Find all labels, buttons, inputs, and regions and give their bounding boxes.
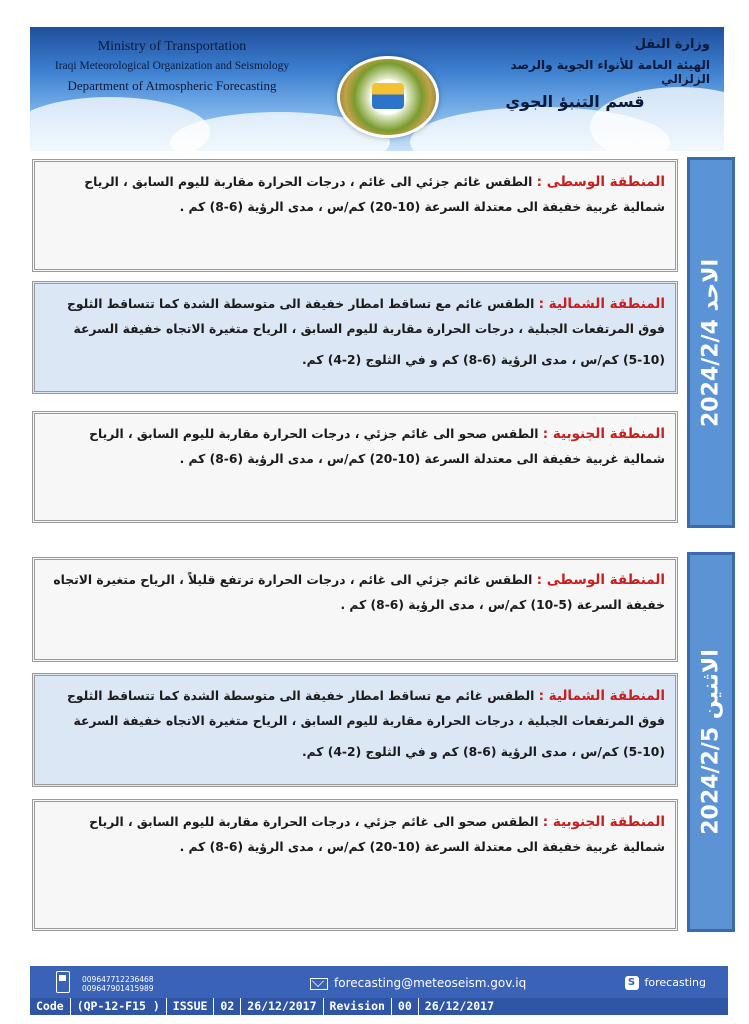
issue-number: 02 (214, 998, 241, 1015)
code-value: (QP-12-F15 ) (71, 998, 167, 1015)
region-forecast-text-2: (5-10) كم/س ، مدى الرؤية (6-8) كم و في الثلوج (2-4) كم. (301, 353, 665, 367)
region-central-day1 (32, 159, 678, 272)
date-label: الاحد 2024/2/4 (698, 258, 724, 427)
document-code-bar (30, 998, 728, 1015)
ministry-name-ar: وزارة النقل (634, 37, 710, 52)
region-name: المنطقة الجنوبية : (542, 426, 665, 442)
issue-date: 26/12/2017 (241, 998, 323, 1015)
region-forecast-text: الطقس صحو الى غائم جزئي ، درجات الحرارة مقاربة لليوم السابق ، الرياح شمالية غربية خفيفة الى معتدلة السرعة (10-20) كم/س ، مدى الرؤية (6-8) كم . (89, 427, 665, 466)
region-name: المنطقة الشمالية : (538, 688, 665, 704)
region-south-day2 (32, 799, 678, 931)
english-header (42, 39, 302, 94)
organization-logo (337, 56, 439, 138)
date-column-day1 (687, 157, 735, 528)
code-label: Code (30, 998, 71, 1015)
region-forecast-text: الطقس غائم مع تساقط امطار خفيفة الى متوسطة الشدة كما تتساقط الثلوج فوق المرتفعات الجبلية ، درجات الحرارة مقاربة لليوم السابق ، الرياح متغيرة الاتجاه خفيفة السرعة (67, 297, 665, 336)
email-contact[interactable] (310, 976, 526, 990)
header-banner (30, 27, 724, 151)
region-forecast-text: الطقس غائم مع تساقط امطار خفيفة الى متوسطة الشدة كما تتساقط الثلوج فوق المرتفعات الجبلية ، درجات الحرارة مقاربة لليوم السابق ، الرياح متغيرة الاتجاه خفيفة السرعة (67, 689, 665, 728)
skype-icon: S (625, 976, 639, 990)
phone-numbers (82, 975, 154, 993)
phone-icon (56, 971, 70, 993)
revision-date: 26/12/2017 (424, 999, 495, 1013)
region-north-day2 (32, 673, 678, 787)
phone-number: 009647901415989 (82, 984, 154, 993)
region-forecast-text-2: (5-10) كم/س ، مدى الرؤية (6-8) كم و في الثلوج (2-4) كم. (301, 745, 665, 759)
ministry-name-en: Ministry of Transportation (97, 39, 247, 54)
region-central-day2 (32, 557, 678, 662)
region-name: المنطقة الجنوبية : (542, 814, 665, 830)
date-column-day2 (687, 552, 735, 932)
region-forecast-text: الطقس صحو الى غائم جزئي ، درجات الحرارة مقاربة لليوم السابق ، الرياح شمالية غربية خفيفة الى معتدلة السرعة (10-20) كم/س ، مدى الرؤية (6-8) كم . (89, 815, 665, 854)
region-name: المنطقة الوسطى : (536, 174, 665, 190)
region-forecast-text: الطقس غائم جزئي الى غائم ، درجات الحرارة مقاربة لليوم السابق ، الرياح شمالية غربية خفيفة الى معتدلة السرعة (10-20) كم/س ، مدى الرؤية (6-8) كم . (84, 175, 665, 214)
region-south-day1 (32, 411, 678, 523)
footer-contact-bar (30, 966, 728, 998)
region-name: المنطقة الشمالية : (538, 296, 665, 312)
department-name-ar: قسم التنبؤ الجوي (505, 92, 645, 111)
region-forecast-text: الطقس غائم جزئي الى غائم ، درجات الحرارة ترتفع قليلاً ، الرياح متغيرة الاتجاه خفيفة السرعة (5-10) كم/س ، مدى الرؤية (6-8) كم . (53, 573, 665, 612)
skype-contact[interactable] (625, 976, 707, 990)
email-address[interactable]: forecasting@meteoseism.gov.iq (334, 976, 527, 990)
arabic-header (480, 37, 710, 111)
skype-handle[interactable]: forecasting (644, 976, 706, 989)
mail-icon (310, 978, 328, 990)
revision-label: Revision (324, 998, 392, 1015)
organization-name-ar: الهيئة العامة للأنواء الجوية والرصد الزلزالي (510, 58, 710, 86)
region-north-day1 (32, 281, 678, 394)
phone-number: 009647712236468 (82, 975, 154, 984)
region-name: المنطقة الوسطى : (536, 572, 665, 588)
date-label: الاثنين 2024/2/5 (698, 649, 724, 835)
issue-label: ISSUE (167, 998, 215, 1015)
logo-emblem (372, 83, 404, 109)
revision-number: 00 (392, 998, 419, 1015)
department-name-en: Department of Atmospheric Forecasting (67, 78, 277, 93)
organization-name-en: Iraqi Meteorological Organization and Seismology (54, 60, 290, 72)
